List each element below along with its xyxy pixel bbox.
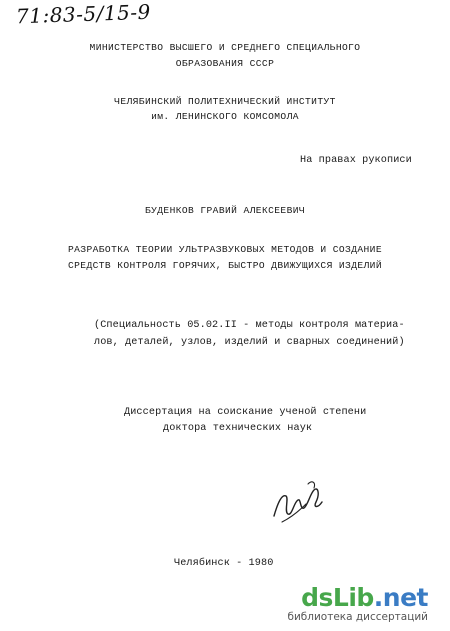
degree-line-1: Диссертация на соискание ученой степени (124, 407, 367, 418)
degree-line-2: доктора технических наук (163, 423, 313, 434)
author-name: БУДЕНКОВ ГРАВИЙ АЛЕКСЕЕВИЧ (144, 205, 306, 216)
dslib-logo (301, 583, 428, 612)
place-year: Челябинск - 1980 (174, 558, 274, 569)
dslib-logo-main: dsLib (301, 583, 374, 612)
dissertation-title-line-1: РАЗРАБОТКА ТЕОРИИ УЛЬТРАЗВУКОВЫХ МЕТОДОВ И СОЗДАНИЕ (67, 244, 383, 255)
institute-line-2: им. ЛЕНИНСКОГО КОМСОМОЛА (151, 111, 299, 122)
specialty-line-2: лов, деталей, узлов, изделий и сварных соединений) (94, 337, 405, 348)
dslib-logo-suffix: .net (373, 583, 428, 612)
ministry-line-2: ОБРАЗОВАНИЯ СССР (175, 58, 275, 69)
rights-note: На правах рукописи (300, 155, 412, 166)
handwritten-signature (268, 472, 330, 530)
handwritten-archive-code: 71:83-5/15-9 (15, 0, 152, 29)
institute-line-1: ЧЕЛЯБИНСКИЙ ПОЛИТЕХНИЧЕСКИЙ ИНСТИТУТ (114, 96, 336, 107)
dissertation-title-line-2: СРЕДСТВ КОНТРОЛЯ ГОРЯЧИХ, БЫСТРО ДВИЖУЩИХСЯ ИЗДЕЛИЙ (67, 260, 383, 271)
ministry-line-1: МИНИСТЕРСТВО ВЫСШЕГО И СРЕДНЕГО СПЕЦИАЛЬНОГО (89, 42, 361, 53)
specialty-line-1: (Специальность 05.02.II - методы контроля материа- (94, 320, 405, 331)
dslib-tagline: библиотека диссертаций (287, 611, 428, 623)
